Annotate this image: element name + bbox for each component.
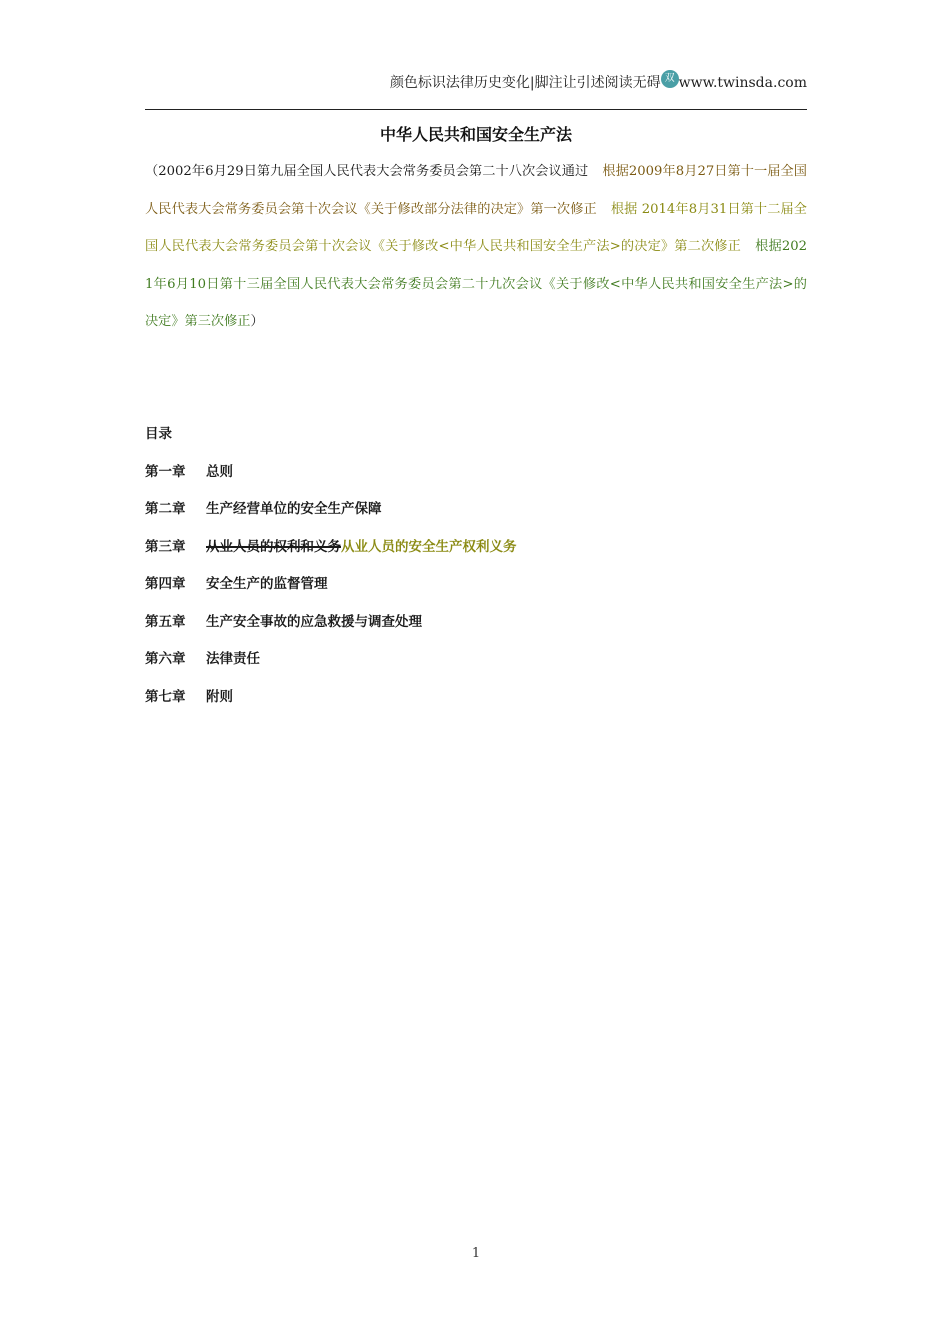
chapter-number: 第七章 [145, 688, 186, 705]
toc-chapter-7[interactable] [145, 679, 807, 717]
chapter-title: 附则 [206, 688, 233, 705]
chapter-title: 安全生产的监督管理 [206, 576, 328, 592]
chapter-number: 第四章 [145, 576, 186, 592]
chapter-number: 第一章 [145, 463, 186, 480]
header-tagline: 颜色标识法律历史变化|脚注让引述阅读无碍 [389, 75, 661, 91]
chapter-title: 生产安全事故的应急救援与调查处理 [206, 613, 422, 630]
preamble-original-passage: （2002年6月29日第九届全国人民代表大会常务委员会第二十八次会议通过 [145, 164, 589, 179]
table-of-contents [145, 416, 807, 716]
toc-chapter-3[interactable] [145, 529, 807, 567]
chapter-number: 第二章 [145, 501, 186, 517]
page-number: 1 [471, 1246, 481, 1261]
law-preamble [145, 153, 807, 341]
toc-chapter-1[interactable] [145, 454, 807, 492]
toc-chapter-2[interactable] [145, 491, 807, 529]
twinsda-logo-icon: 双 [661, 70, 679, 88]
chapter-title-added: 从业人员的安全生产权利义务 [341, 538, 517, 555]
toc-chapter-5[interactable] [145, 604, 807, 642]
preamble-amendment-2014: 根据 2014年8月31日第十二届全国人民代表大会常务委员会第十次会议《关于修改<中华人民共和国安全生产法>的决定》第二次修正 [145, 201, 807, 254]
header-website-link[interactable]: www.twinsda.com [678, 75, 807, 91]
law-title: 中华人民共和国安全生产法 [379, 125, 572, 144]
chapter-title-deleted: 从业人员的权利和义务 [206, 538, 341, 555]
chapter-title: 生产经营单位的安全生产保障 [206, 501, 382, 517]
chapter-title: 总则 [206, 463, 233, 480]
toc-chapter-6[interactable] [145, 641, 807, 679]
header-divider [145, 109, 807, 110]
chapter-number: 第三章 [145, 538, 186, 555]
preamble-amendment-2021: 根据2021年6月10日第十三届全国人民代表大会常务委员会第二十九次会议《关于修改<中华人民共和国安全生产法>的决定》第三次修正 [145, 239, 807, 329]
chapter-number: 第六章 [145, 651, 186, 667]
toc-heading: 目录 [145, 426, 172, 442]
toc-chapter-4[interactable] [145, 566, 807, 604]
page-header [145, 66, 807, 100]
chapter-number: 第五章 [145, 613, 186, 630]
chapter-title: 法律责任 [206, 651, 260, 667]
preamble-amendment-2009: 根据2009年8月27日第十一届全国人民代表大会常务委员会第十次会议《关于修改部分法律的决定》第一次修正 [145, 164, 807, 217]
preamble-closing-paren: ） [250, 314, 264, 329]
